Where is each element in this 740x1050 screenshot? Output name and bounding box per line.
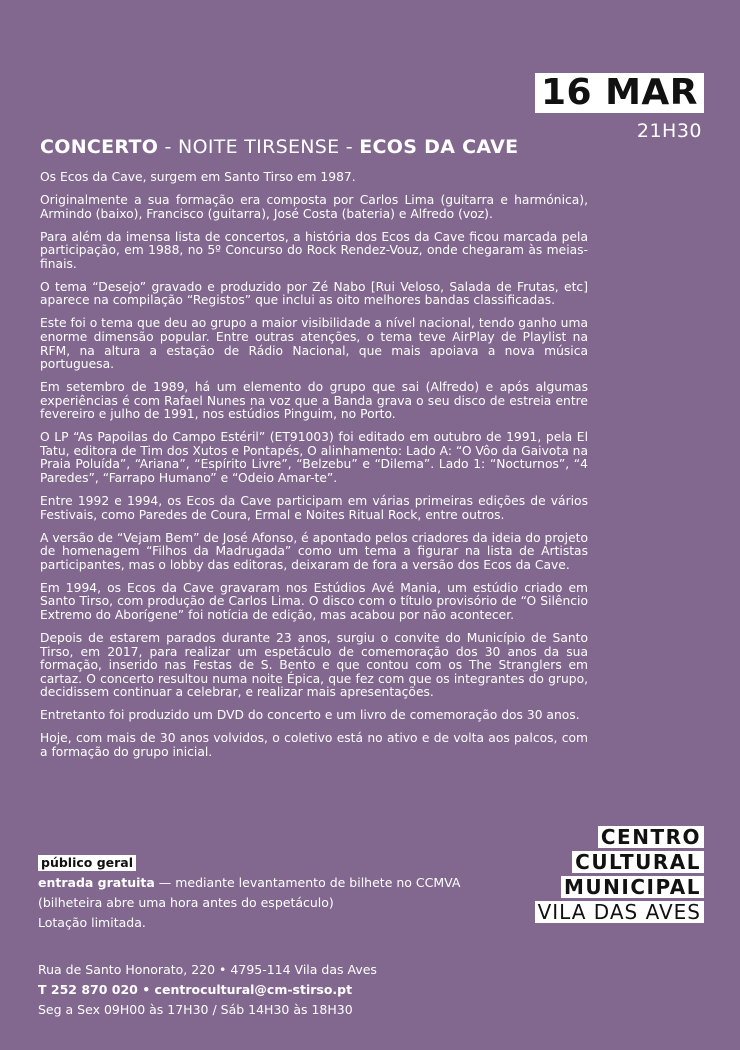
organizer-line: VILA DAS AVES <box>535 901 704 923</box>
audience-badge: público geral <box>38 855 136 871</box>
paragraph: Depois de estarem parados durante 23 anos, surgiu o convite do Município de Santo Tirso, em 2017, para realizar um espetáculo de comemoração dos 30 anos da sua formação, inserido nas Festas de S. Bento e que contou com os The Stranglers em cartaz. O concerto resultou numa noite Épica, que fez com que os integrantes do grupo, decidissem continuar a celebrar, e realizar mais apresentações. <box>40 630 588 700</box>
paragraph: Originalmente a sua formação era composta por Carlos Lima (guitarra e harmónica), Armindo (baixo), Francisco (guitarra), José Costa (bateria) e Alfredo (voz). <box>40 192 588 221</box>
paragraph: O LP “As Papoilas do Campo Estéril” (ET91003) foi editado em outubro de 1991, pela El Tatu, editora de Tim dos Xutos e Pontapés, O alinhamento: Lado A: “O Vôo da Gaivota na Praia Poluída”, “Ariana”, “Espírito Livre”, “Belzebu” e “Dilema”. Lado 1: “Nocturnos”, “4 Paredes”, “Farrapo Humano” e “Odeio Amar-te”. <box>40 430 588 486</box>
paragraph: Em 1994, os Ecos da Cave gravaram nos Estúdios Avé Mania, um estúdio criado em Santo Tirso, com produção de Carlos Lima. O disco com o título provisório de “O Silêncio Extremo do Aborígene” foi notícia de edição, mas acabou por não acontecer. <box>40 580 588 622</box>
box-office-note: (bilheteira abre uma hora antes do espetáculo) <box>38 895 334 910</box>
admission-info <box>38 853 460 933</box>
event-time: 21H30 <box>636 120 702 142</box>
paragraph: Para além da imensa lista de concertos, a história dos Ecos da Cave ficou marcada pela participação, em 1988, no 5º Concurso do Rock Rendez-Vouz, onde chegaram às meias-finais. <box>40 229 588 271</box>
paragraph: Entre 1992 e 1994, os Ecos da Cave participam em várias primeiras edições de vários Festivais, como Paredes de Coura, Ermal e Noites Ritual Rock, entre outros. <box>40 494 588 522</box>
event-title <box>40 136 518 158</box>
address: Rua de Santo Honorato, 220 • 4795-114 Vila das Aves <box>38 962 377 977</box>
phone-email: T 252 870 020 • centrocultural@cm-stirso.pt <box>38 982 353 997</box>
title-band: ECOS DA CAVE <box>359 136 519 158</box>
title-separator: - NOITE TIRSENSE - <box>158 136 360 158</box>
paragraph: Os Ecos da Cave, surgem em Santo Tirso em 1987. <box>40 170 356 184</box>
paragraph: Este foi o tema que deu ao grupo a maior visibilidade a nível nacional, tendo ganho uma enorme dimensão popular. Entre outras atenções, o tema teve AirPlay de Playlist na RFM, na altura a estação de Rádio Nacional, que mais apoiava a nova música portuguesa. <box>40 316 588 372</box>
organizer-line: MUNICIPAL <box>561 876 704 898</box>
organizer-line: CULTURAL <box>572 851 704 873</box>
event-date: 16 MAR <box>535 73 704 113</box>
entry-free: entrada gratuita <box>38 875 155 890</box>
contact-info <box>38 960 377 1020</box>
paragraph: A versão de “Vejam Bem” de José Afonso, é apontado pelos criadores da ideia do projeto de homenagem “Filhos da Madrugada” como um tema a figurar na lista de Artistas participantes, mas o lobby das editoras, deixaram de fora a versão dos Ecos da Cave. <box>40 530 588 572</box>
entry-line <box>38 873 460 893</box>
entry-detail: — mediante levantamento de bilhete no CCMVA <box>154 875 461 890</box>
opening-hours: Seg a Sex 09H00 às 17H30 / Sáb 14H30 às 18H30 <box>38 1002 353 1017</box>
paragraph: Em setembro de 1989, há um elemento do grupo que sai (Alfredo) e após algumas experiências é com Rafael Nunes na voz que a Banda grava o seu disco de estreia entre fevereiro e julho de 1991, nos estúdios Pinguim, no Porto. <box>40 380 588 422</box>
title-concerto: CONCERTO <box>40 136 159 158</box>
organizer-logo <box>535 826 704 926</box>
paragraph: Hoje, com mais de 30 anos volvidos, o coletivo está no ativo e de volta aos palcos, com a formação do grupo inicial. <box>40 731 588 759</box>
capacity-note: Lotação limitada. <box>38 915 146 930</box>
paragraph: Entretanto foi produzido um DVD do concerto e um livro de comemoração dos 30 anos. <box>40 708 580 723</box>
event-description <box>40 171 588 769</box>
organizer-line: CENTRO <box>598 826 704 848</box>
paragraph: O tema “Desejo” gravado e produzido por Zé Nabo [Rui Veloso, Salada de Frutas, etc] aparece na compilação “Registos” que inclui as oito melhores bandas classificadas. <box>40 279 588 308</box>
